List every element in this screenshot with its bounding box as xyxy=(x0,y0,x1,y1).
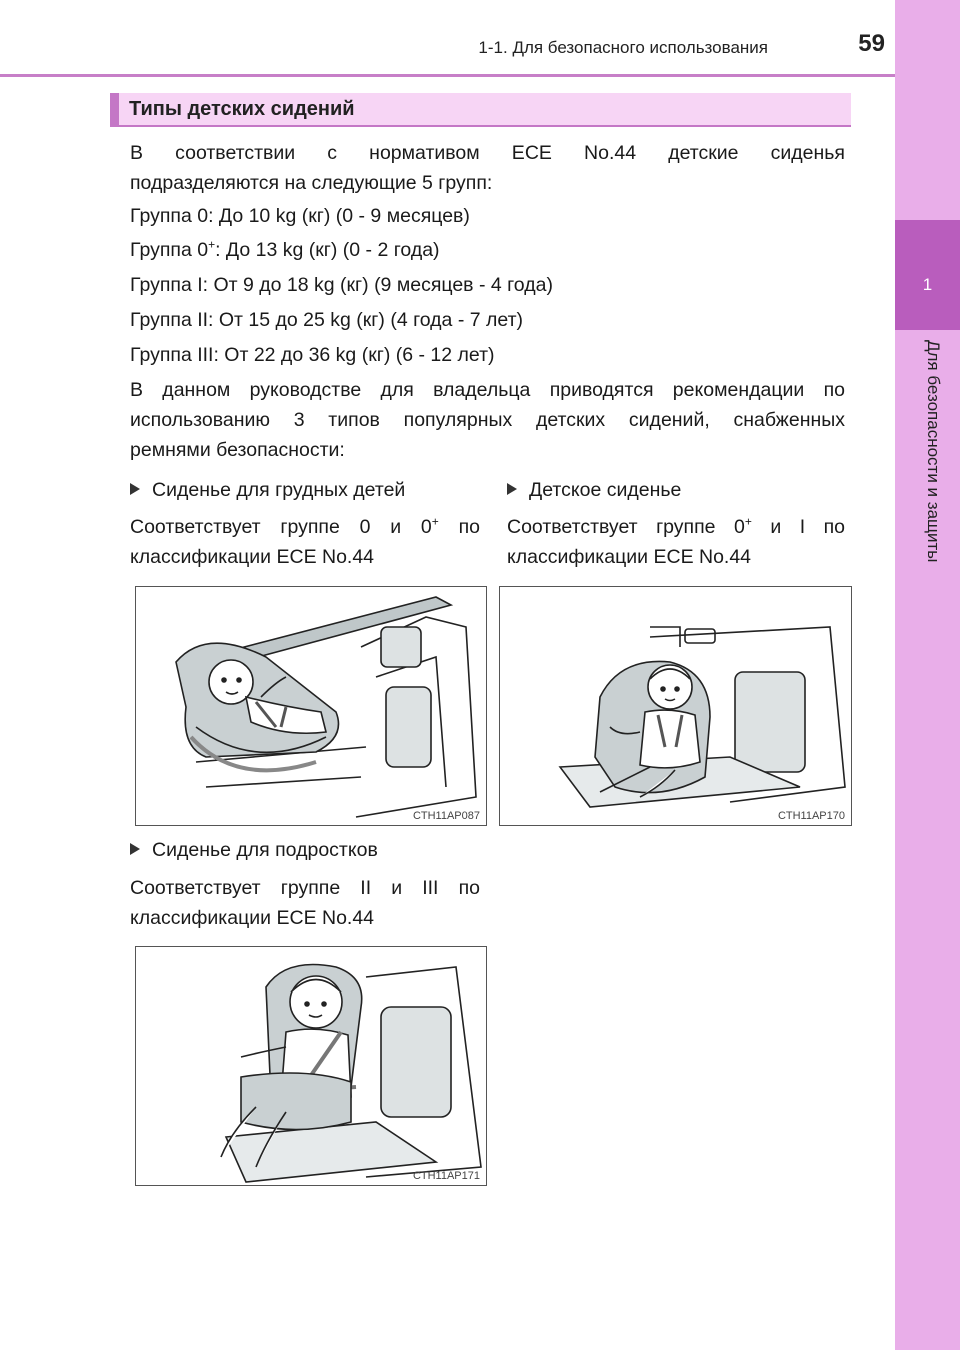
intro-line-2: подразделяются на следующие 5 групп: xyxy=(130,172,493,194)
section-heading xyxy=(110,93,851,127)
group-item: Группа II: От 15 до 25 kg (кг) (4 года - 7 лет) xyxy=(130,309,523,331)
child-seat-illustration xyxy=(499,586,852,826)
seat-type-desc-line-2: классификации ECE No.44 xyxy=(507,546,752,568)
section-heading-text: Типы детских сидений xyxy=(129,98,355,120)
bullet-triangle-icon xyxy=(130,843,140,855)
manual-note-line-3: ремнями безопасности: xyxy=(130,439,345,461)
bullet-triangle-icon xyxy=(130,483,140,495)
side-tab-chapter-title: Для безопасности и защиты xyxy=(924,340,943,563)
running-header: 1-1. Для безопасного использования xyxy=(478,38,768,57)
figure-code: CTH11AP087 xyxy=(412,810,480,822)
infant-seat-drawing xyxy=(136,587,487,826)
seat-type-desc-line-1: Соответствует группе II и III по xyxy=(130,877,480,899)
seat-type-title: Сиденье для грудных детей xyxy=(130,475,405,505)
group-item: Группа 0+: До 13 kg (кг) (0 - 2 года) xyxy=(130,237,440,261)
group-item: Группа III: От 22 до 36 kg (кг) (6 - 12 лет) xyxy=(130,344,495,366)
manual-note-line-1: В данном руководстве для владельца приводятся рекомендации по xyxy=(130,379,845,401)
seat-type-desc-line-1: Соответствует группе 0+ и I по xyxy=(507,514,845,538)
group-item: Группа 0: До 10 kg (кг) (0 - 9 месяцев) xyxy=(130,205,470,227)
seat-type-desc-line-1: Соответствует группе 0 и 0+ по xyxy=(130,514,480,538)
group-item: Группа I: От 9 до 18 kg (кг) (9 месяцев - 4 года) xyxy=(130,274,553,296)
header-rule xyxy=(0,74,895,77)
figure-code: CTH11AP170 xyxy=(777,810,845,822)
page-number: 59 xyxy=(858,30,885,57)
intro-line-1: В соответствии с нормативом ECE No.44 детские сиденья xyxy=(130,142,845,164)
bullet-triangle-icon xyxy=(507,483,517,495)
seat-type-title: Сиденье для подростков xyxy=(130,835,378,865)
infant-seat-illustration xyxy=(135,586,487,826)
seat-type-title: Детское сиденье xyxy=(507,475,681,505)
child-seat-drawing xyxy=(500,587,852,826)
seat-type-desc-line-2: классификации ECE No.44 xyxy=(130,546,375,568)
booster-seat-illustration xyxy=(135,946,487,1186)
manual-note-line-2: использованию 3 типов популярных детских сидений, снабженных xyxy=(130,409,845,431)
seat-type-desc-line-2: классификации ECE No.44 xyxy=(130,907,375,929)
figure-code: CTH11AP171 xyxy=(412,1170,480,1182)
booster-seat-drawing xyxy=(136,947,487,1186)
side-tab-chapter-number: 1 xyxy=(895,220,960,330)
